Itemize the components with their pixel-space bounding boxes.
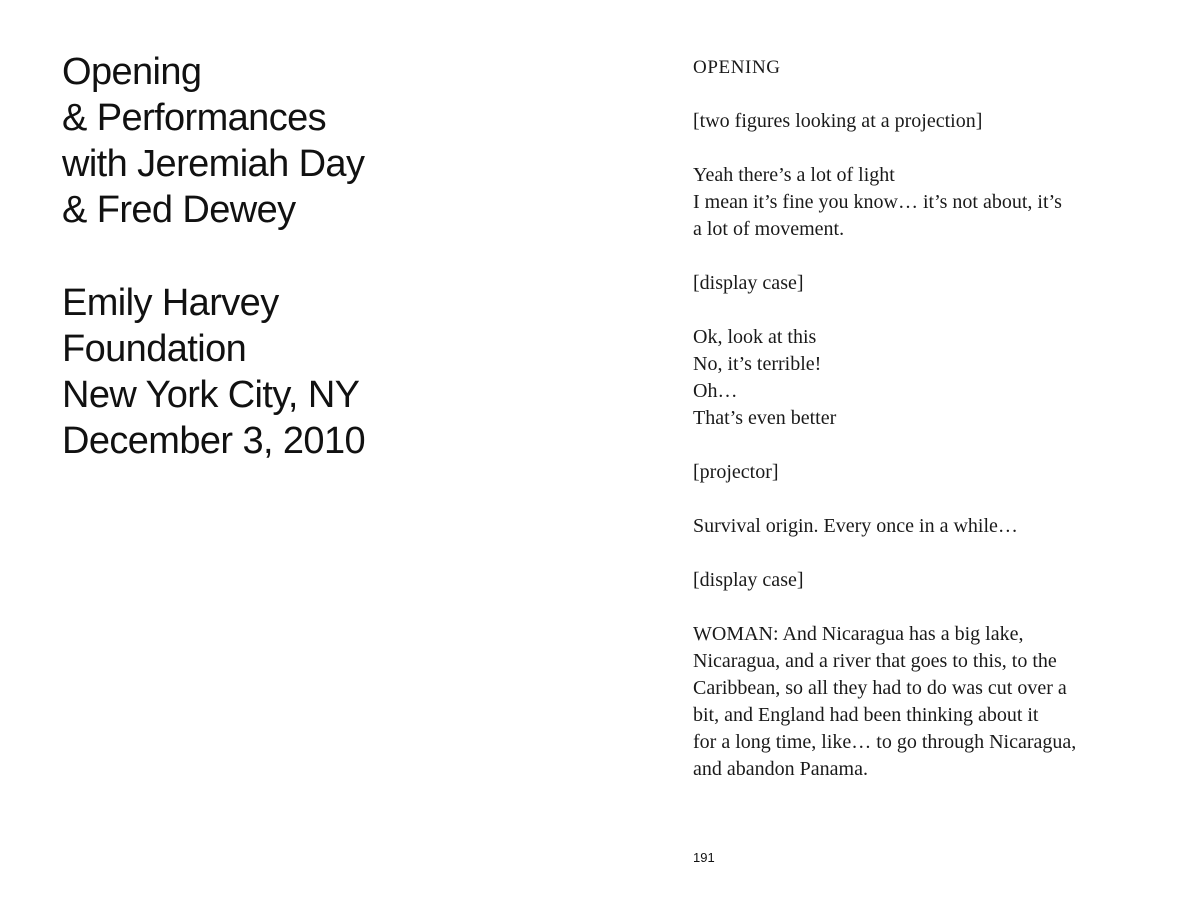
transcript-line: Ok, look at this [693, 326, 817, 348]
transcript-line: Caribbean, so all they had to do was cut over a [693, 677, 1067, 699]
transcript-line: [two figures looking at a projection] [693, 110, 983, 132]
transcript-line: That’s even better [693, 407, 837, 429]
event-title [62, 49, 364, 233]
title-line: with Jeremiah Day [62, 143, 365, 185]
date-line: December 3, 2010 [62, 420, 366, 462]
stage-direction [693, 270, 1163, 297]
transcript-line: [display case] [693, 569, 804, 591]
venue-line: New York City, NY [62, 374, 360, 416]
section-heading-para [693, 54, 1163, 81]
title-line: Opening [62, 51, 202, 93]
transcript-line: No, it’s terrible! [693, 353, 822, 375]
venue-line: Emily Harvey [62, 282, 279, 324]
transcript-line: for a long time, like… to go through Nicaragua, [693, 731, 1077, 753]
dialogue-paragraph [693, 513, 1163, 540]
stage-direction [693, 108, 1163, 135]
transcript-line: Nicaragua, and a river that goes to this, to the [693, 650, 1057, 672]
dialogue-paragraph [693, 324, 1163, 432]
page-number: 191 [693, 850, 715, 865]
right-page [599, 0, 1198, 912]
title-line: & Fred Dewey [62, 189, 296, 231]
transcript-line: a lot of movement. [693, 218, 845, 240]
dialogue-paragraph [693, 162, 1163, 243]
transcript-line: bit, and England had been thinking about it [693, 704, 1039, 726]
transcript-line: Survival origin. Every once in a while… [693, 515, 1018, 537]
transcript-line: Yeah there’s a lot of light [693, 164, 895, 186]
transcript-line: I mean it’s fine you know… it’s not about, it’s [693, 191, 1062, 213]
transcript-line: WOMAN: And Nicaragua has a big lake, [693, 623, 1024, 645]
transcript-line: [projector] [693, 461, 779, 483]
venue-line: Foundation [62, 328, 247, 370]
stage-direction [693, 459, 1163, 486]
transcript-line: Oh… [693, 380, 738, 402]
transcript-line: and abandon Panama. [693, 758, 868, 780]
section-title: OPENING [693, 57, 781, 78]
transcript-line: [display case] [693, 272, 804, 294]
stage-direction [693, 567, 1163, 594]
title-line: & Performances [62, 97, 327, 139]
dialogue-paragraph [693, 621, 1163, 783]
transcript [693, 54, 1163, 810]
event-venue-date [62, 280, 365, 464]
